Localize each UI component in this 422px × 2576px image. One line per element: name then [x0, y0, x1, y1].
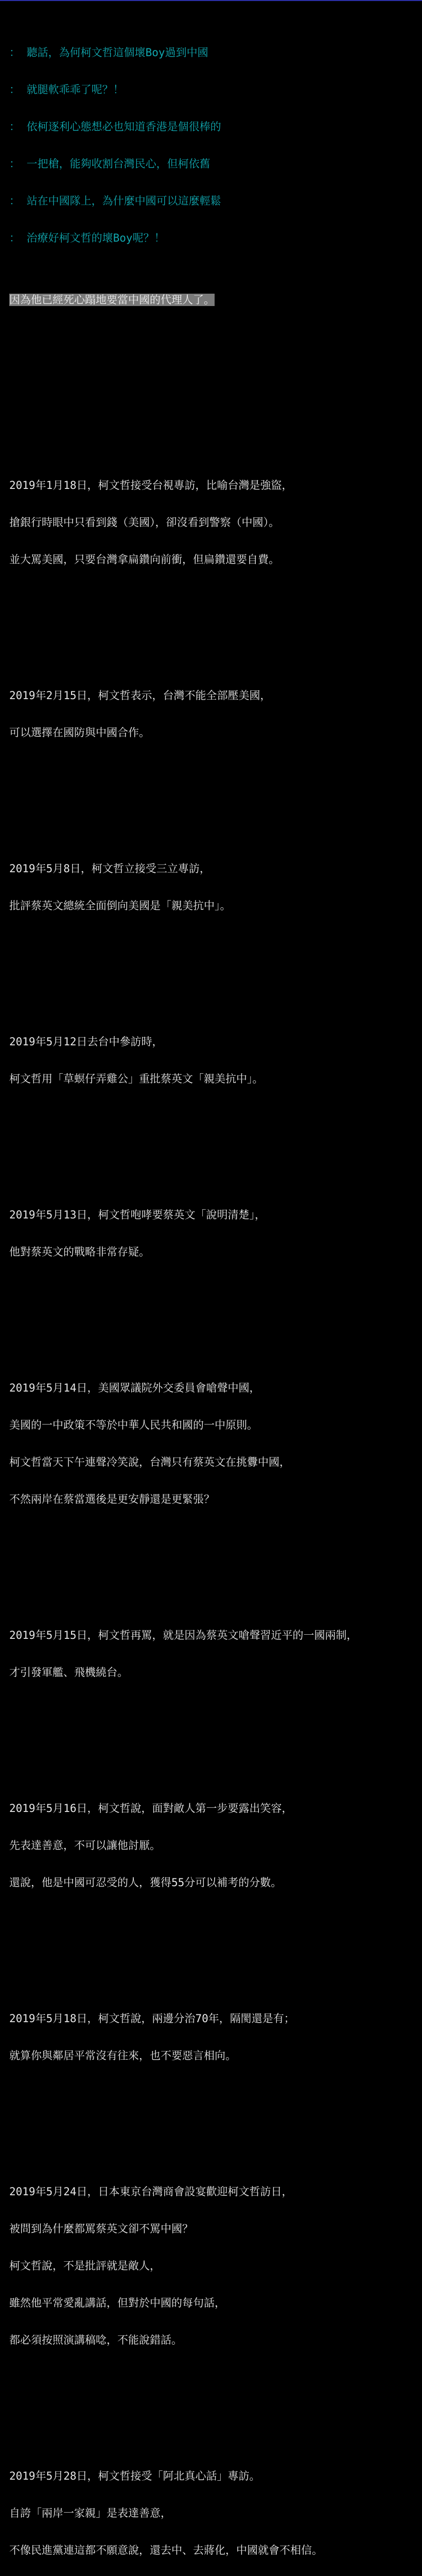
timeline-paragraph	[9, 1604, 418, 1703]
blank-line	[9, 1308, 418, 1320]
timeline-paragraph	[9, 1988, 418, 2087]
blank-line	[9, 788, 418, 801]
article-line: 先表達善意，不可以讓他討厭。	[9, 1839, 161, 1852]
article-line: 2019年5月13日，柯文哲咆哮要蔡英文「說明清楚」，	[9, 1209, 266, 1221]
article-line: 才引發軍艦、飛機繞台。	[9, 1666, 128, 1679]
article-line: 2019年5月28日，柯文哲接受「阿北真心話」專訪。	[9, 2470, 260, 2482]
terminal-article-view[interactable]	[9, 0, 418, 2576]
blank-line	[9, 368, 418, 380]
article-line: 2019年5月12日去台中參訪時，	[9, 1036, 163, 1048]
article-line: 2019年5月24日，日本東京台灣商會設宴歡迎柯文哲訪日，	[9, 2185, 293, 2198]
article-line: 2019年5月15日，柯文哲再罵，就是因為蔡英文嗆聲習近平的一國兩制，	[9, 1629, 358, 1641]
quoted-line: ： 治療好柯文哲的壞Boy呢？！	[9, 232, 165, 244]
article-line: 2019年5月8日，柯文哲立接受三立專訪，	[9, 862, 210, 875]
quoted-line: ： 就腿軟乖乖了呢？！	[9, 83, 124, 96]
article-line: 自誇「兩岸一家親」是表達善意，	[9, 2507, 171, 2519]
blank-line	[9, 405, 418, 417]
timeline-paragraph	[9, 2161, 418, 2371]
article-line: 不像民進黨連這都不願意說，還去中、去蔣化，中國就會不相信。	[9, 2544, 323, 2556]
blank-line	[9, 1555, 418, 1567]
article-line: 2019年5月16日，柯文哲說，面對敵人第一步要露出笑容，	[9, 1802, 293, 1815]
quoted-line: ： 依柯逐利心態想必也知道香港是個很棒的	[9, 121, 221, 133]
quoted-line: ： 聽話，為何柯文哲這個壞Boy過到中國	[9, 46, 208, 59]
timeline-paragraph	[9, 665, 418, 764]
article-line: 他對蔡英文的戰略非常存疑。	[9, 1246, 150, 1258]
timeline-paragraph	[9, 1357, 418, 1530]
article-line: 2019年2月15日，柯文哲表示，台灣不能全部壓美國，	[9, 689, 271, 702]
blank-line	[9, 2396, 418, 2408]
article-line: 不然兩岸在蔡當選後是更安靜還是更緊張？	[9, 1493, 215, 1505]
timeline-paragraph	[9, 454, 418, 590]
article-line: 並大罵美國，只要台灣拿扁鑽向前衝，但扁鑽還要自費。	[9, 553, 279, 566]
article-line: 柯文哲用「草螟仔弄雞公」重批蔡英文「親美抗中」。	[9, 1073, 263, 1085]
article-line: 可以選擇在國防與中國合作。	[9, 726, 150, 739]
blank-line	[9, 1728, 418, 1740]
blank-line	[9, 615, 418, 628]
blank-line	[9, 331, 418, 343]
article-line: 2019年1月18日，柯文哲接受台視專訪，比喻台灣是強盜，	[9, 479, 293, 492]
article-line: 還說，他是中國可忍受的人，獲得55分可以補考的分數。	[9, 1876, 282, 1889]
timeline-paragraph	[9, 838, 418, 937]
timeline-paragraph	[9, 1777, 418, 1913]
article-line: 柯文哲當天下午連聲冷笑說，台灣只有蔡英文在挑釁中國，	[9, 1456, 290, 1468]
article-line: 美國的一中政策不等於中華人民共和國的一中原則。	[9, 1419, 258, 1431]
article-line: 雖然他平常愛亂講話，但對於中國的每句話，	[9, 2297, 225, 2309]
timeline-paragraph	[9, 1011, 418, 1110]
blank-line	[9, 1134, 418, 1147]
quoted-line: ： 一把槍，能夠收割台灣民心，但柯依舊	[9, 158, 210, 170]
quoted-line: ： 站在中國隊上，為什麼中國可以這麼輕鬆	[9, 195, 221, 207]
article-line: 2019年5月18日，柯文哲說，兩邊分治70年，隔閡還是有；	[9, 2012, 295, 2025]
timeline-paragraph	[9, 2445, 418, 2576]
article-line: 2019年5月14日，美國眾議院外交委員會嗆聲中國，	[9, 1382, 260, 1394]
article-line: 批評蔡英文總統全面倒向美國是「親美抗中」。	[9, 900, 231, 912]
blank-line	[9, 2111, 418, 2124]
article-line: 被問到為什麼都罵蔡英文卻不罵中國？	[9, 2223, 193, 2235]
article-line: 就算你與鄰居平常沒有往來，也不要惡言相向。	[9, 2049, 236, 2062]
blank-line	[9, 961, 418, 974]
article-line: 柯文哲說，不是批評就是敵人，	[9, 2260, 161, 2272]
selected-text-line[interactable]: 因為他已經死心蹋地要當中國的代理人了。	[9, 294, 215, 306]
timeline-paragraph	[9, 1184, 418, 1283]
blank-line	[9, 1938, 418, 1951]
article-line: 搶銀行時眼中只看到錢（美國），卻沒看到警察（中國）。	[9, 516, 279, 529]
article-line: 都必須按照演講稿唸，不能說錯話。	[9, 2334, 182, 2346]
quoted-reply-block	[9, 22, 418, 269]
